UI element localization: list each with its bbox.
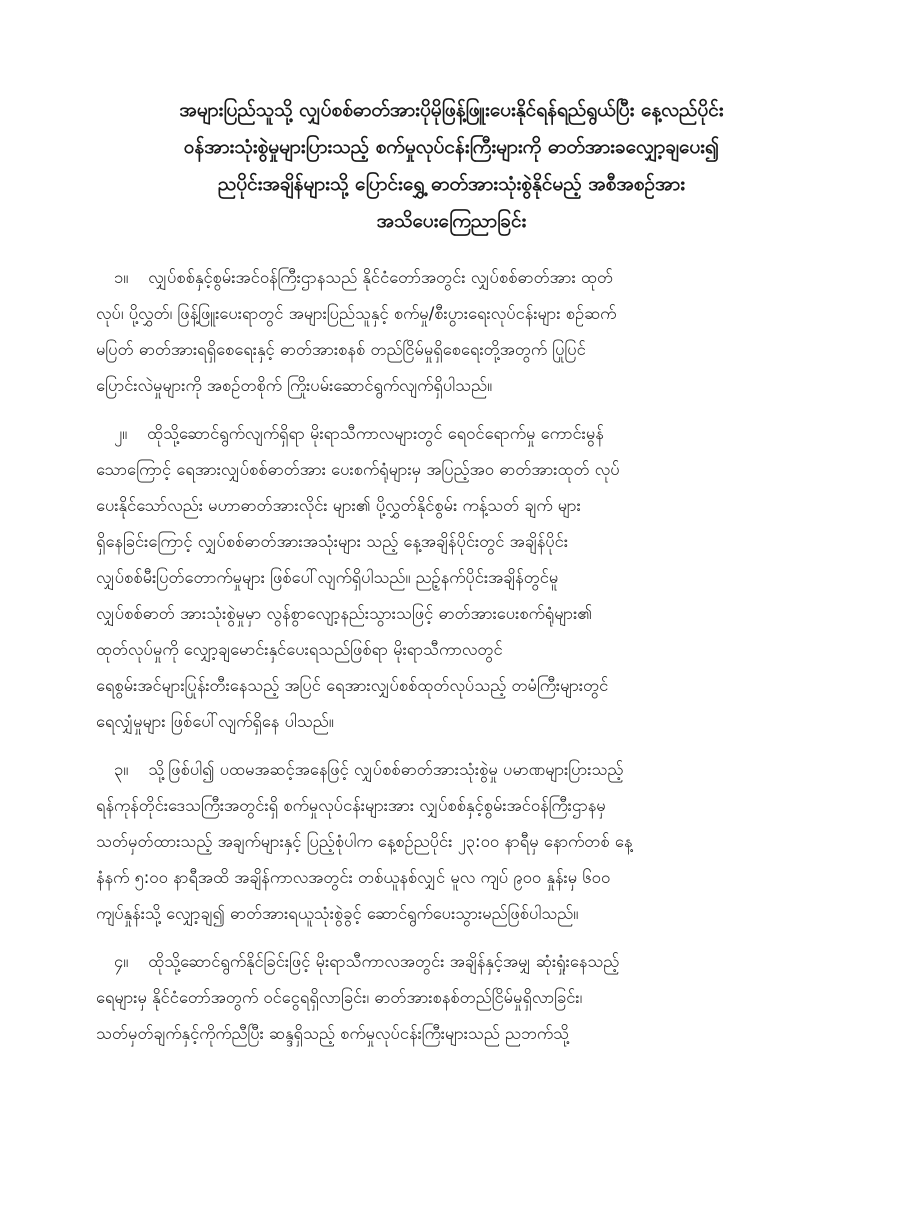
paragraph-line: ရှိနေခြင်းကြောင့် လျှပ်စစ်ဓာတ်အားအသုံးများ သည့် နေ့အချိန်ပိုင်းတွင် အချိန်ပိုင်း xyxy=(96,532,569,551)
paragraph-line: သတ်မှတ်ထားသည့် အချက်များနှင့် ပြည့်စုံပါက နေ့စဉ်ညပိုင်း ၂၃:၀၀ နာရီမှ နောက်တစ် နေ့ xyxy=(96,832,633,851)
title-line: ညပိုင်းအချိန်များသို့ ပြောင်းရွှေ့ ဓာတ်အားသုံးစွဲနိုင်မည့် အစီအစဉ်အား xyxy=(217,173,686,195)
paragraph-line: သတ်မှတ်ချက်နှင့်ကိုက်ညီပြီး ဆန္ဒရှိသည့် စက်မှုလုပ်ငန်းကြီးများသည် ညဘက်သို့ xyxy=(96,1024,569,1043)
paragraph-number: ၂။ xyxy=(114,424,128,443)
paragraph-line: သောကြောင့် ရေအားလျှပ်စစ်ဓာတ်အား ပေးစက်ရုံများမှ အပြည့်အဝ ဓာတ်အားထုတ် လုပ် xyxy=(96,460,620,479)
paragraph-line: ရေများမှ နိုင်ငံတော်အတွက် ဝင်ငွေရရှိလာခြင်း၊ ဓာတ်အားစနစ်တည်ငြိမ်မှုရှိလာခြင်း၊ xyxy=(96,988,583,1007)
paragraph-line: ပေးနိုင်သော်လည်း မဟာဓာတ်အားလိုင်း များ၏ ပို့လွှတ်နိုင်စွမ်း ကန့်သတ် ချက် များ xyxy=(96,496,581,515)
title-line: ဝန်အားသုံးစွဲမှုများပြားသည့် စက်မှုလုပ်ငန်းကြီးများကို ဓာတ်အားခလျှော့ချပေး၍ xyxy=(183,136,720,158)
paragraph-line: နံနက် ၅:၀၀ နာရီအထိ အချိန်ကာလအတွင်း တစ်ယူနစ်လျှင် မူလ ကျပ် ၉၀၀ နှုန်းမှ ၆၀၀ xyxy=(96,868,611,887)
paragraph-number: ၃။ xyxy=(114,760,129,779)
title-line: အသိပေးကြေညာခြင်း xyxy=(376,210,527,232)
paragraph-line: ပြောင်းလဲမှုများကို အစဉ်တစိုက် ကြိုးပမ်းဆောင်ရွက်လျက်ရှိပါသည်။ xyxy=(96,376,493,395)
paragraph-line xyxy=(96,260,807,296)
paragraph-line: ထုတ်လုပ်မှုကို လျှော့ချမောင်းနှင်ပေးရသည်ဖြစ်ရာ မိုးရာသီကာလတွင် xyxy=(96,640,503,659)
paragraph-text: လျှပ်စစ်နှင့်စွမ်းအင်ဝန်ကြီးဌာနသည် နိုင်ငံတော်အတွင်း လျှပ်စစ်ဓာတ်အား ထုတ် xyxy=(148,268,614,287)
paragraph-line xyxy=(96,416,807,452)
paragraph-text: ထိုသို့ဆောင်ရွက်နိုင်ခြင်းဖြင့် မိုးရာသီကာလအတွင်း အချိန်နှင့်အမျှ ဆုံးရှုံးနေသည့် xyxy=(148,952,620,971)
paragraph-line: မပြတ် ဓာတ်အားရရှိစေရေးနှင့် ဓာတ်အားစနစ် တည်ငြိမ်မှုရှိစေရေးတို့အတွက် ပြုပြင် xyxy=(96,340,586,359)
paragraph-3 xyxy=(96,752,807,932)
paragraph-line xyxy=(96,944,807,980)
paragraph-1 xyxy=(96,260,807,404)
paragraph-line xyxy=(96,752,807,788)
paragraph-text: ထိုသို့ဆောင်ရွက်လျက်ရှိရာ မိုးရာသီကာလများတွင် ရေဝင်ရောက်မှု ကောင်းမွန် xyxy=(147,424,604,443)
paragraph-line: ရေလျှံမှုများ ဖြစ်ပေါ်လျက်ရှိနေ ပါသည်။ xyxy=(96,712,334,731)
paragraph-4 xyxy=(96,944,807,1052)
title-line: အများပြည်သူသို့ လျှပ်စစ်ဓာတ်အားပိုမိုဖြန့်ဖြူးပေးနိုင်ရန်ရည်ရွယ်ပြီး နေ့လည်ပိုင်း xyxy=(179,99,724,121)
paragraph-line: လုပ်၊ ပို့လွှတ်၊ ဖြန့်ဖြူးပေးရာတွင် အများပြည်သူနှင့် စက်မှု/စီးပွားရေးလုပ်ငန်းများ စဉ်ဆက် xyxy=(96,304,617,323)
paragraph-line: လျှပ်စစ်မီးပြတ်တောက်မှုများ ဖြစ်ပေါ်လျက်ရှိပါသည်။ ညဉ့်နက်ပိုင်းအချိန်တွင်မူ xyxy=(96,568,559,587)
paragraph-line: ရေစွမ်းအင်များပြုန်းတီးနေသည့် အပြင် ရေအားလျှပ်စစ်ထုတ်လုပ်သည့် တမံကြီးများတွင် xyxy=(96,676,609,695)
paragraph-number: ၁။ xyxy=(114,268,129,287)
document-title xyxy=(96,92,807,240)
paragraph-line: ရန်ကုန်တိုင်းဒေသကြီးအတွင်းရှိ စက်မှုလုပ်ငန်းများအား လျှပ်စစ်နှင့်စွမ်းအင်ဝန်ကြီးဌာနမှ xyxy=(96,796,606,815)
paragraph-text: သို့ဖြစ်ပါ၍ ပထမအဆင့်အနေဖြင့် လျှပ်စစ်ဓာတ်အားသုံးစွဲမှု ပမာဏများပြားသည့် xyxy=(148,760,624,779)
paragraph-line: ကျပ်နှုန်းသို့ လျှော့ချ၍ ဓာတ်အားရယူသုံးစွဲခွင့် ဆောင်ရွက်ပေးသွားမည်ဖြစ်ပါသည်။ xyxy=(96,904,579,923)
paragraph-2 xyxy=(96,416,807,740)
paragraph-number: ၄။ xyxy=(114,952,129,971)
paragraph-line: လျှပ်စစ်ဓာတ် အားသုံးစွဲမှုမှာ လွန်စွာလျော့နည်းသွားသဖြင့် ဓာတ်အားပေးစက်ရုံများ၏ xyxy=(96,604,592,623)
